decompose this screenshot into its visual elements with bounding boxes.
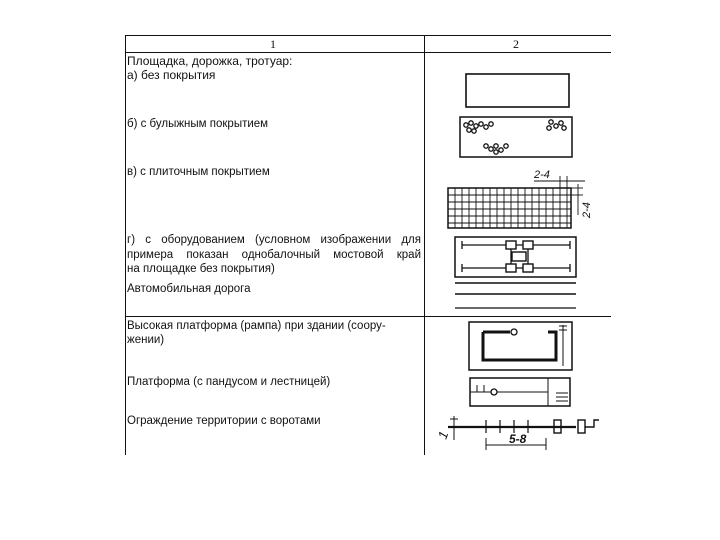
cobblestone-area-symbol [460, 117, 572, 157]
road-symbol [455, 283, 576, 294]
ramp-platform-label: Платформа (с пандусом и лестницей) [127, 376, 331, 388]
section-title: Площадка, дорожка, тротуар: [127, 54, 293, 68]
tile-area-symbol [448, 176, 585, 228]
item-a-label: а) без покрытия [127, 68, 216, 82]
item-g-line-1: г) с оборудованием (условном изображении для [127, 234, 421, 246]
item-v-label: в) с плиточным покрытием [127, 166, 270, 178]
tile-side-dimension: 2-4 [581, 202, 593, 218]
high-platform-symbol [469, 322, 572, 370]
ramp-stairs-platform-symbol [470, 378, 570, 406]
crane-area-symbol [455, 237, 576, 277]
high-platform-label-line-2: жении) [127, 334, 165, 346]
item-g-line-3: на площадке без покрытия) [127, 263, 275, 275]
tile-top-dimension: 2-4 [534, 169, 550, 181]
item-b-label: б) с булыжным покрытием [127, 118, 269, 130]
fence-span-dimension: 5-8 [509, 432, 527, 446]
column-header-2: 2 [513, 37, 519, 51]
road-label: Автомобильная дорога [127, 283, 251, 295]
high-platform-label-line-1: Высокая платформа (рампа) при здании (соору- [127, 320, 386, 332]
column-header-1: 1 [270, 37, 276, 51]
plain-area-symbol [466, 74, 569, 107]
fence-label: Ограждение территории с воротами [127, 415, 321, 427]
item-g-line-2: примера показан однобалочный мостовой край [127, 248, 421, 261]
fence-height-dimension: 1 [434, 429, 452, 442]
